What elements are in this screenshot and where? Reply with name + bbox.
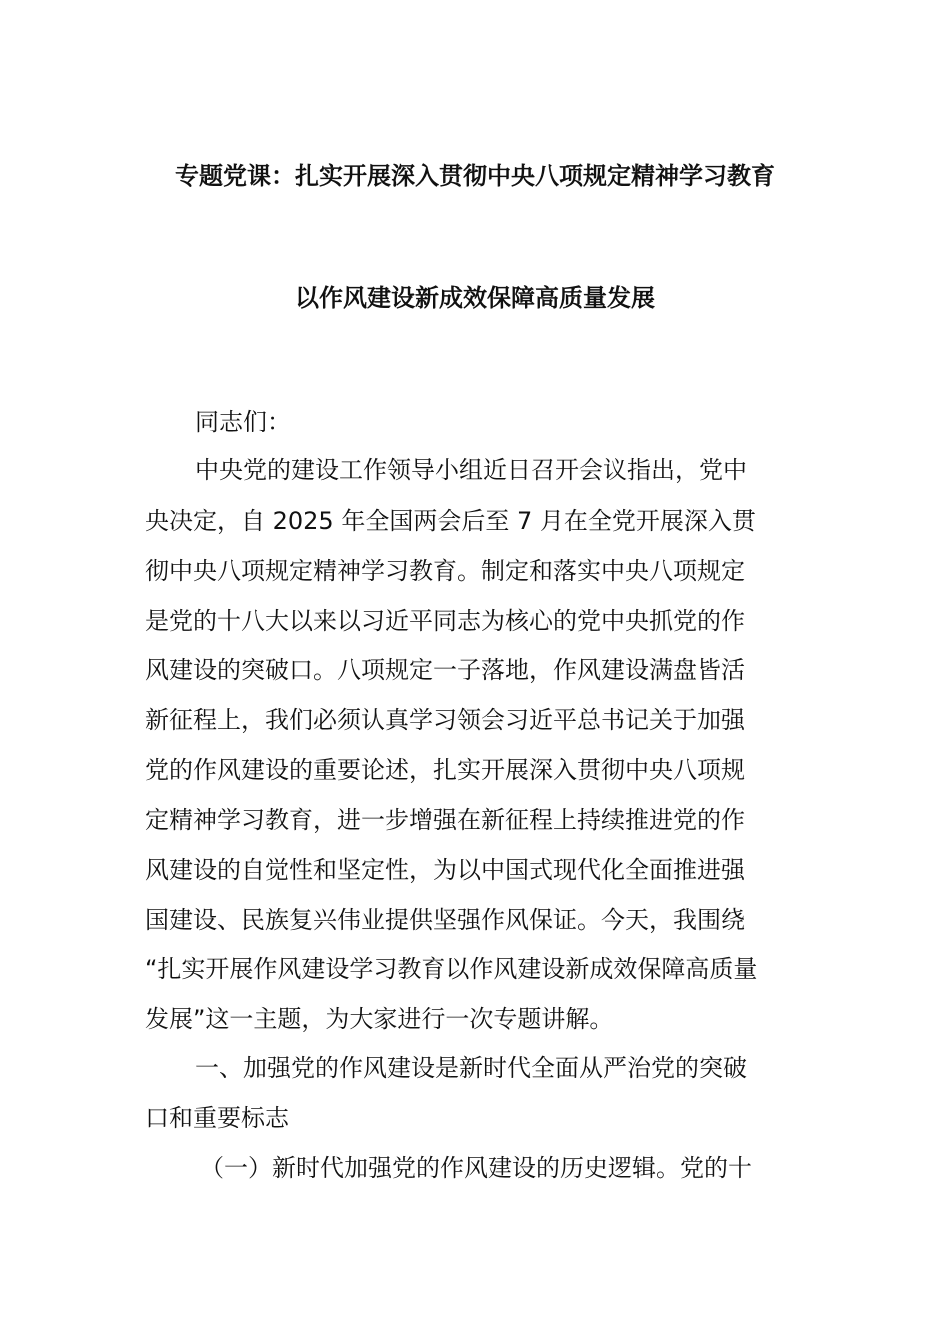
paragraph-line: 中央党的建设工作领导小组近日召开会议指出，党中 (195, 456, 747, 484)
paragraph-line: 党的作风建设的重要论述，扎实开展深入贯彻中央八项规 (145, 756, 745, 784)
paragraph-line: 发展”这一主题，为大家进行一次专题讲解。 (145, 1005, 614, 1033)
section-heading-line: 口和重要标志 (145, 1104, 289, 1132)
paragraph-line: 定精神学习教育，进一步增强在新征程上持续推进党的作 (145, 806, 745, 834)
document-title-line-1: 专题党课：扎实开展深入贯彻中央八项规定精神学习教育 (175, 162, 775, 190)
paragraph-line: 央决定，自 2025 年全国两会后至 7 月在全党开展深入贯 (145, 507, 756, 535)
greeting: 同志们： (195, 408, 291, 436)
paragraph-line: 是党的十八大以来以习近平同志为核心的党中央抓党的作 (145, 607, 745, 635)
document-title-line-2: 以作风建设新成效保障高质量发展 (295, 284, 655, 312)
paragraph-line: 风建设的自觉性和坚定性，为以中国式现代化全面推进强 (145, 856, 745, 884)
paragraph-line: 彻中央八项规定精神学习教育。制定和落实中央八项规定 (145, 557, 745, 585)
subsection-heading-line: （一）新时代加强党的作风建设的历史逻辑。党的十 (200, 1154, 752, 1182)
paragraph-line: 风建设的突破口。八项规定一子落地，作风建设满盘皆活 (145, 656, 745, 684)
paragraph-line: 新征程上，我们必须认真学习领会习近平总书记关于加强 (145, 706, 745, 734)
paragraph-line: 国建设、民族复兴伟业提供坚强作风保证。今天，我围绕 (145, 906, 745, 934)
paragraph-line: “扎实开展作风建设学习教育以作风建设新成效保障高质量 (145, 955, 758, 983)
section-heading-line: 一、加强党的作风建设是新时代全面从严治党的突破 (195, 1054, 747, 1082)
